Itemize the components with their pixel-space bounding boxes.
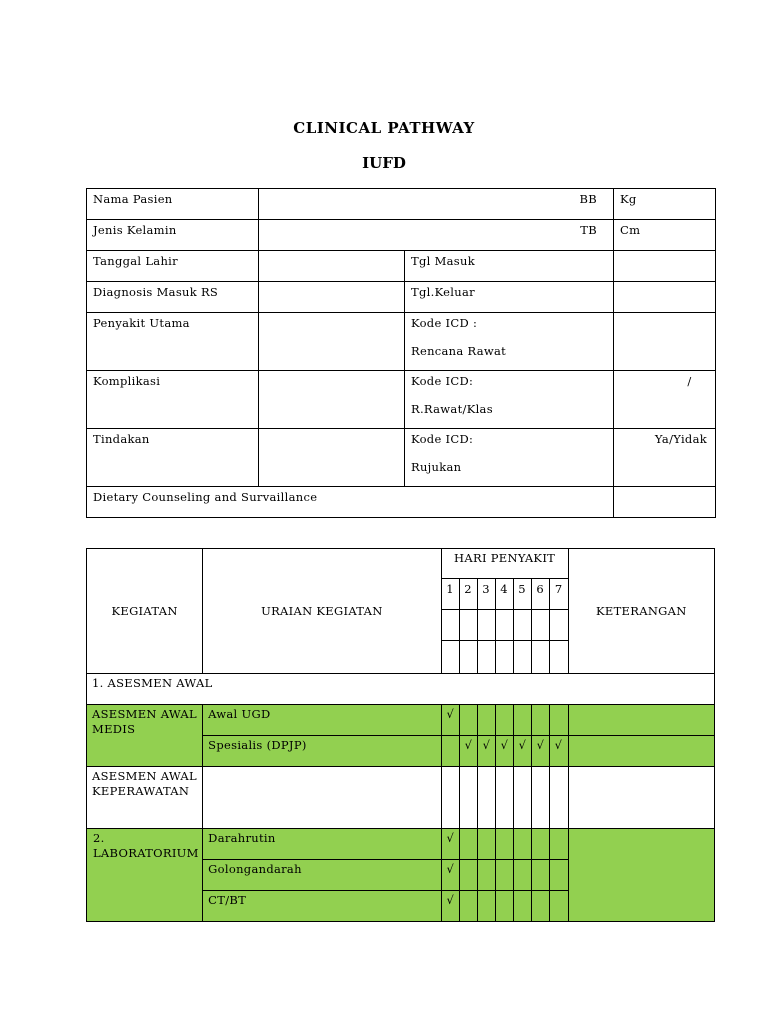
label-tgl-masuk: Tgl Masuk (405, 251, 614, 282)
page-subtitle: IUFD (362, 154, 406, 172)
check-mark: √ (495, 736, 513, 767)
cell-kode-icd-3 (405, 429, 614, 487)
label-tanggal-lahir: Tanggal Lahir (87, 251, 259, 282)
row-diagnosis (87, 282, 716, 313)
label-diagnosis: Diagnosis Masuk RS (87, 282, 259, 313)
row-tanggal-lahir (87, 251, 716, 282)
day-1: 1 (441, 579, 459, 610)
label-bb: BB (259, 189, 614, 220)
label-penyakit-utama: Penyakit Utama (87, 313, 259, 371)
row-jenis-kelamin (87, 220, 716, 251)
label-golongandarah: Golongandarah (203, 860, 441, 891)
label-ctbt: CT/BT (203, 891, 441, 922)
section-asesmen-awal (87, 674, 715, 705)
cell-kode-icd-1 (405, 313, 614, 371)
row-dietary (87, 487, 716, 518)
value-diagnosis (259, 282, 405, 313)
day-5: 5 (513, 579, 531, 610)
cell-kode-icd-2 (405, 371, 614, 429)
check-mark: √ (441, 829, 459, 860)
label-rencana-rawat: Rencana Rawat (411, 344, 507, 358)
value-tgl-masuk (614, 251, 716, 282)
label-kode-icd-3: Kode ICD: (411, 432, 474, 446)
label-dietary: Dietary Counseling and Survaillance (87, 487, 614, 518)
value-rawat-klas (614, 371, 716, 429)
check-mark: √ (531, 736, 549, 767)
label-tgl-keluar: Tgl.Keluar (405, 282, 614, 313)
col-kegiatan: KEGIATAN (87, 549, 203, 674)
check-mark: √ (549, 736, 568, 767)
row-penyakit-utama (87, 313, 716, 371)
label-tindakan: Tindakan (87, 429, 259, 487)
row-asesmen-keperawatan (87, 767, 715, 829)
label-ya-tidak: Ya/Yidak (614, 429, 716, 487)
label-rawat-klas: R.Rawat/Klas (411, 402, 493, 416)
label-spesialis: Spesialis (DPJP) (203, 736, 441, 767)
check-mark: √ (441, 891, 459, 922)
label-kode-icd-1: Kode ICD : (411, 316, 478, 330)
section-label: 1. ASESMEN AWAL (87, 674, 715, 705)
col-uraian: URAIAN KEGIATAN (203, 549, 441, 674)
label-laboratorium: 2. LABORATORIUM (87, 829, 203, 922)
value-komplikasi (259, 371, 405, 429)
label-cm: Cm (614, 220, 716, 251)
day-4: 4 (495, 579, 513, 610)
check-mark: √ (477, 736, 495, 767)
value-tindakan (259, 429, 405, 487)
row-tindakan (87, 429, 716, 487)
check-mark: √ (513, 736, 531, 767)
row-komplikasi (87, 371, 716, 429)
label-nama-pasien: Nama Pasien (87, 189, 259, 220)
value-dietary (614, 487, 716, 518)
label-kode-icd-2: Kode ICD: (411, 374, 474, 388)
check-mark: √ (441, 860, 459, 891)
value-tgl-keluar (614, 282, 716, 313)
col-hari-penyakit: HARI PENYAKIT (441, 549, 568, 579)
label-asesmen-medis: ASESMEN AWAL MEDIS (87, 705, 203, 767)
header-row-1 (87, 549, 715, 579)
label-tb: TB (259, 220, 614, 251)
row-nama-pasien (87, 189, 716, 220)
label-asesmen-keperawatan: ASESMEN AWAL KEPERAWATAN (87, 767, 203, 829)
value-rencana-rawat (614, 313, 716, 371)
row-awal-ugd (87, 705, 715, 736)
patient-info-table (86, 188, 716, 518)
row-darahrutin (87, 829, 715, 860)
label-komplikasi: Komplikasi (87, 371, 259, 429)
day-6: 6 (531, 579, 549, 610)
value-tanggal-lahir (259, 251, 405, 282)
day-7: 7 (549, 579, 568, 610)
label-jenis-kelamin: Jenis Kelamin (87, 220, 259, 251)
check-mark: √ (459, 736, 477, 767)
check-mark: √ (441, 705, 459, 736)
col-keterangan: KETERANGAN (568, 549, 714, 674)
label-awal-ugd: Awal UGD (203, 705, 441, 736)
day-3: 3 (477, 579, 495, 610)
page-title: CLINICAL PATHWAY (293, 119, 475, 137)
label-rujukan: Rujukan (411, 460, 462, 474)
day-2: 2 (459, 579, 477, 610)
label-kg: Kg (614, 189, 716, 220)
clinical-pathway-table (86, 548, 715, 922)
slash-separator: / (687, 374, 692, 388)
value-penyakit-utama (259, 313, 405, 371)
label-darahrutin: Darahrutin (203, 829, 441, 860)
